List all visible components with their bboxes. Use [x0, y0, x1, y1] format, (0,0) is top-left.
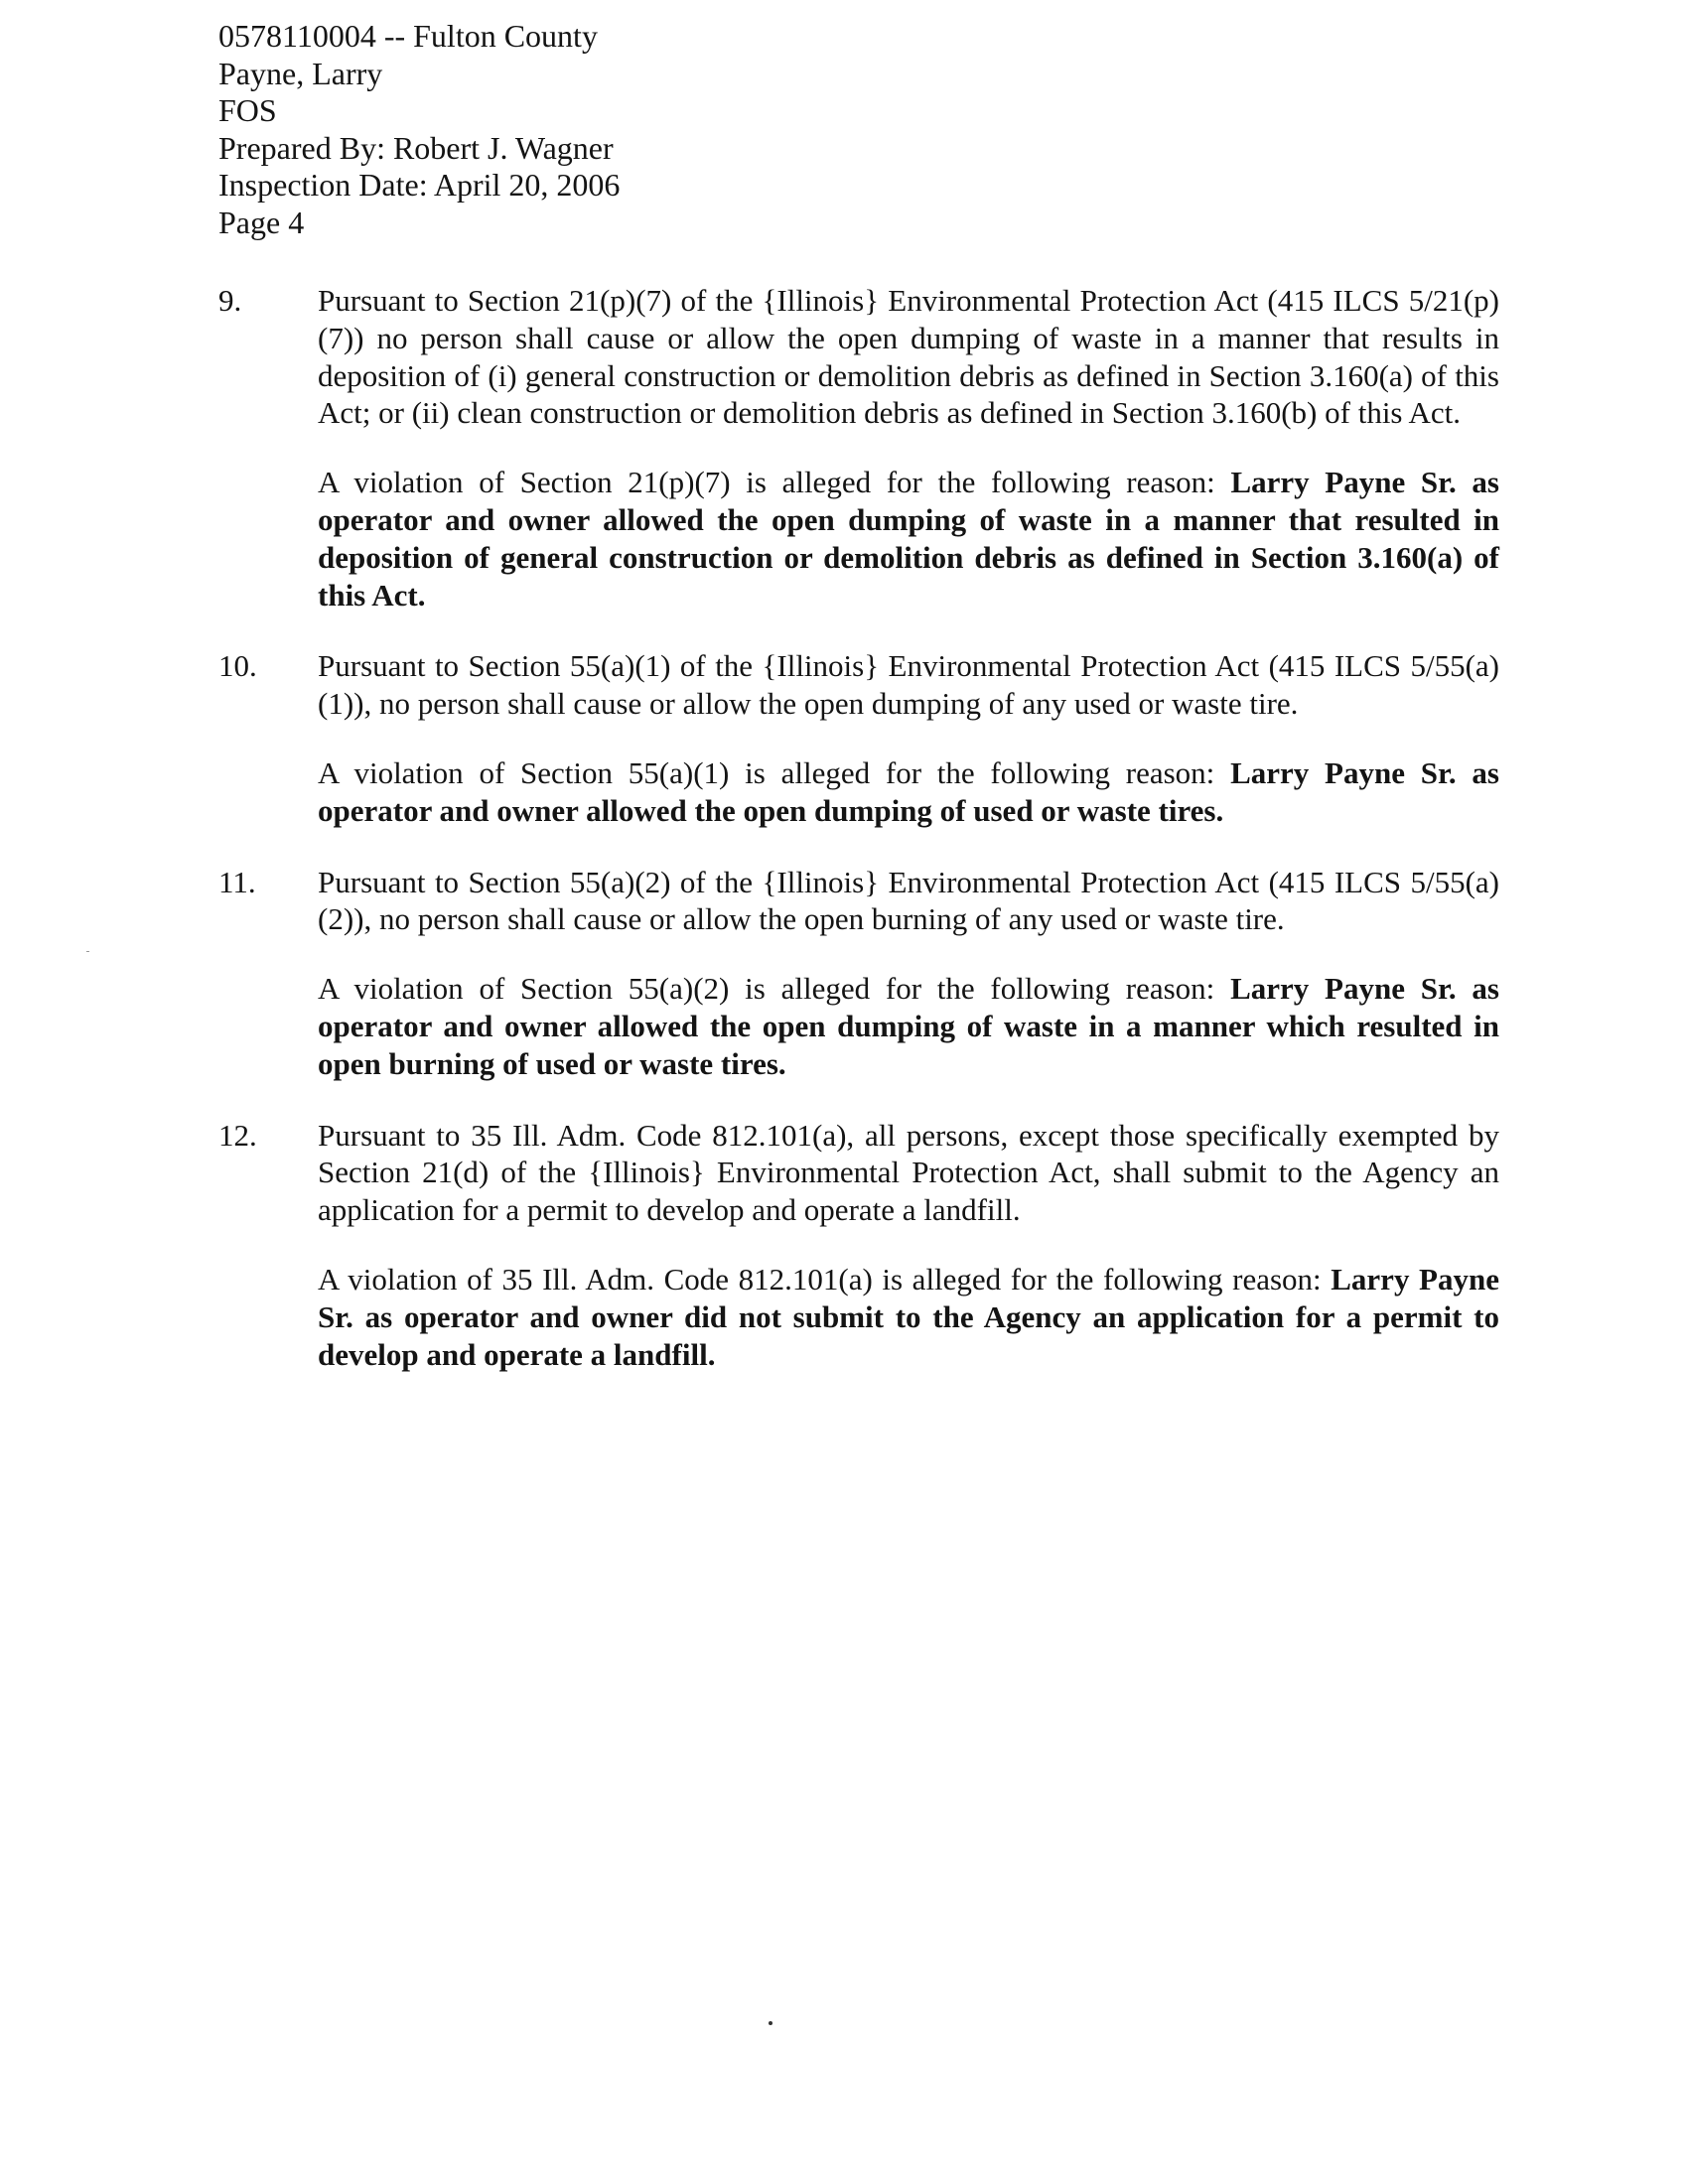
violation-reason: Larry Payne Sr. as operator and owner allowed the open dumping of waste in a manner which resulted in open burning of used or waste tires.	[318, 971, 1499, 1081]
header-page-number: Page 4	[218, 204, 305, 240]
statute-paragraph: Pursuant to Section 55(a)(2) of the {Illinois} Environmental Protection Act (415 ILCS 5/55(a)(2)), no person shall cause or allow the open burning of any used or waste tire.	[318, 864, 1499, 937]
violation-intro: A violation of Section 21(p)(7) is alleged for the following reason:	[318, 465, 1231, 500]
scan-dot	[769, 2021, 772, 2025]
header-name-line: Payne, Larry	[218, 55, 383, 91]
document-header	[218, 18, 620, 241]
item-number: 9.	[218, 283, 242, 318]
item-number: 10.	[218, 648, 257, 684]
violation-intro: A violation of Section 55(a)(1) is alleged for the following reason:	[318, 754, 1231, 790]
header-inspection-date: Inspection Date: April 20, 2006	[218, 167, 621, 203]
violation-reason: Larry Payne Sr. as operator and owner did not submit to the Agency an application for a permit to develop and operate a landfill.	[318, 1261, 1499, 1372]
violation-intro: A violation of 35 Ill. Adm. Code 812.101(a) is alleged for the following reason:	[318, 1261, 1332, 1297]
header-prepared-by: Prepared By: Robert J. Wagner	[218, 129, 614, 166]
violation-reason: Larry Payne Sr. as operator and owner allowed the open dumping of used or waste tires.	[318, 754, 1499, 828]
violation-item-12	[218, 1117, 1499, 1374]
scan-speck	[86, 951, 89, 952]
item-number: 12.	[218, 1117, 257, 1153]
statute-paragraph: Pursuant to Section 55(a)(1) of the {Illinois} Environmental Protection Act (415 ILCS 5/55(a)(1)), no person shall cause or allow the open dumping of any used or waste tire.	[318, 648, 1499, 722]
violation-paragraph	[318, 1261, 1499, 1373]
item-number: 11.	[218, 864, 256, 899]
violation-paragraph	[318, 754, 1499, 830]
violation-item-9	[218, 282, 1499, 614]
violation-item-10	[218, 647, 1499, 829]
header-facility-line: 0578110004 -- Fulton County	[218, 18, 598, 54]
violation-item-11	[218, 864, 1499, 1083]
violation-intro: A violation of Section 55(a)(2) is alleged for the following reason:	[318, 971, 1231, 1007]
violation-paragraph	[318, 970, 1499, 1082]
header-code-line: FOS	[218, 92, 277, 128]
statute-paragraph: Pursuant to Section 21(p)(7) of the {Illinois} Environmental Protection Act (415 ILCS 5/21(p)(7)) no person shall cause or allow the open dumping of waste in a manner that results in deposition of (i) general construction or demolition debris as defined in Section 3.160(a) of this Act; or (ii) clean construction or demolition debris as defined in Section 3.160(b) of this Act.	[318, 283, 1499, 431]
violation-paragraph	[318, 464, 1499, 614]
statute-paragraph: Pursuant to 35 Ill. Adm. Code 812.101(a), all persons, except those specifically exempted by Section 21(d) of the {Illinois} Environmental Protection Act, shall submit to the Agency an application for a permit to develop and operate a landfill.	[318, 1117, 1499, 1228]
violation-reason: Larry Payne Sr. as operator and owner allowed the open dumping of waste in a manner that resulted in deposition of general construction or demolition debris as defined in Section 3.160(a) of this Act.	[318, 465, 1499, 613]
violation-list	[218, 282, 1499, 1407]
